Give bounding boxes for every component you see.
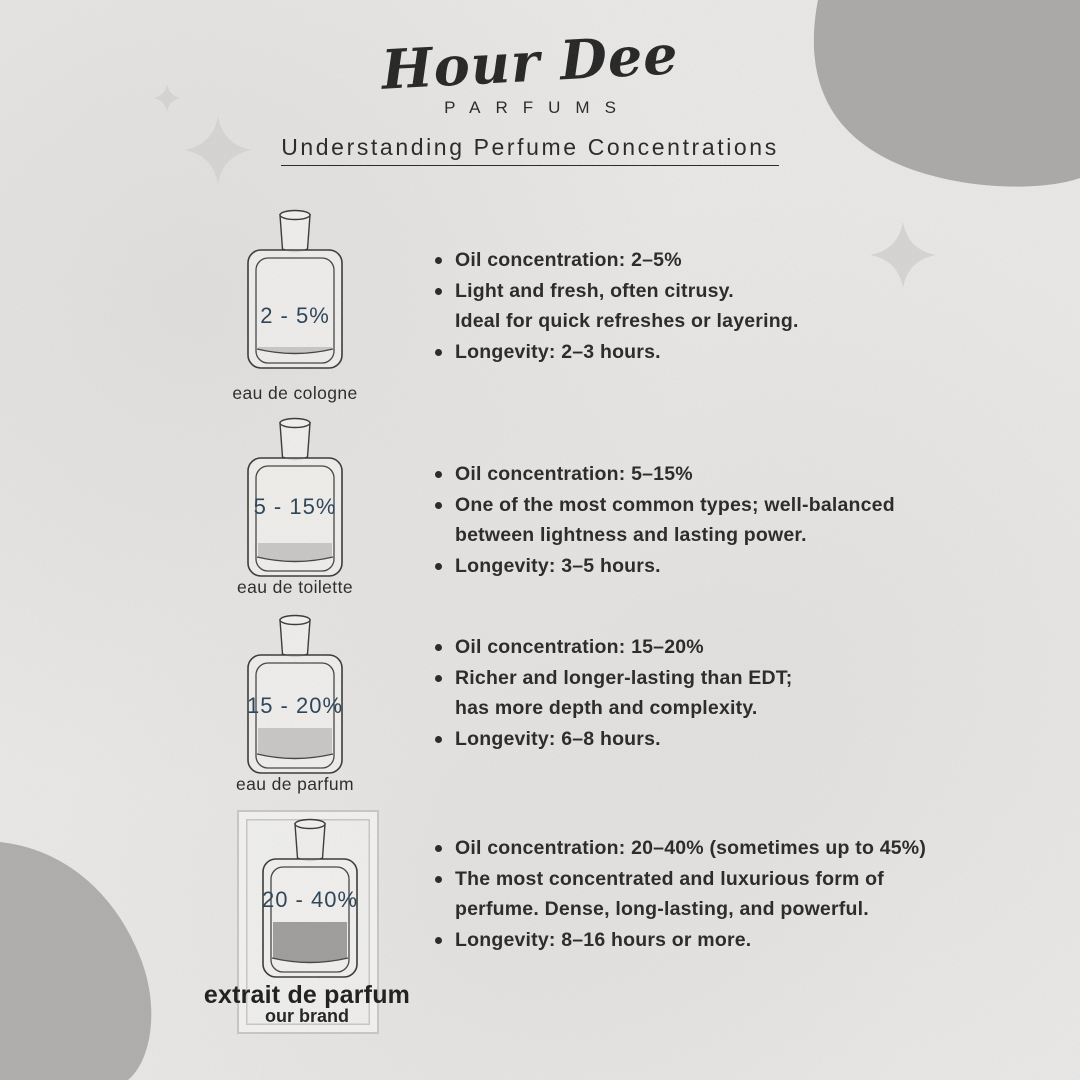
bullet-dot (432, 337, 455, 368)
bullet-text: Oil concentration: 5–15% (455, 463, 693, 485)
bullet-text: perfume. Dense, long-lasting, and powerful. (455, 898, 869, 920)
bullet-list-extrait-de-parfum (432, 833, 926, 955)
corner-blob-bottom-left (0, 842, 151, 1080)
list-item (432, 833, 926, 864)
page-title: Understanding Perfume Concentrations (281, 134, 779, 166)
list-item (432, 459, 895, 490)
bullet-text: Oil concentration: 20–40% (sometimes up to 45%) (455, 837, 927, 859)
bottle-svg-3 (255, 816, 365, 988)
bottle-cap-top (280, 211, 310, 220)
bullet-dot (432, 925, 455, 956)
list-item (432, 276, 799, 337)
bottle-label-extrait-de-parfum: extrait de parfum (203, 981, 411, 1009)
bullet-text: One of the most common types; well-balanced (455, 493, 895, 516)
bullet-text: Light and fresh, often citrusy. (455, 279, 734, 302)
bullet-text: Ideal for quick refreshes or layering. (455, 310, 799, 332)
bullet-text: Longevity: 2–3 hours. (455, 340, 661, 363)
bullet-dot (432, 551, 455, 582)
bottle-label-eau-de-toilette: eau de toilette (237, 577, 353, 597)
bullet-dot (432, 276, 455, 337)
bullet-dot (432, 490, 455, 551)
bottle-range-2: 15 - 20% (246, 693, 344, 718)
bottle-label-eau-de-parfum: eau de parfum (235, 774, 355, 794)
bottle-cap (280, 215, 310, 252)
bottle-eau-de-toilette (240, 415, 350, 587)
bullet-text: Longevity: 8–16 hours or more. (455, 928, 752, 951)
bullet-text: Longevity: 3–5 hours. (455, 554, 661, 577)
list-item (432, 864, 926, 925)
list-item (432, 337, 799, 368)
bullet-list-eau-de-cologne (432, 245, 799, 367)
bullet-text: has more depth and complexity. (455, 697, 758, 719)
bullet-list-eau-de-parfum (432, 632, 792, 754)
bullet-text: Oil concentration: 15–20% (455, 636, 704, 658)
brand-subtitle: PARFUMS (444, 98, 631, 117)
bullet-text: Oil concentration: 2–5% (455, 249, 682, 271)
bullet-dot (432, 459, 455, 490)
bullet-dot (432, 245, 455, 276)
bottle-eau-de-parfum (240, 612, 350, 784)
bottle-extrait-de-parfum (255, 816, 365, 988)
bottle-range-0: 2 - 5% (260, 303, 330, 328)
bullet-list-eau-de-toilette (432, 459, 895, 581)
bullet-text: The most concentrated and luxurious form of (455, 867, 884, 890)
bottle-range-1: 5 - 15% (253, 494, 337, 519)
bullet-dot (432, 663, 455, 724)
header (0, 0, 1060, 166)
our-brand-label: our brand (265, 1006, 349, 1026)
bottle-cap-top (280, 616, 310, 625)
bottle-svg-2 (240, 612, 350, 784)
bullet-text: between lightness and lasting power. (455, 524, 807, 546)
bottle-cap (295, 824, 325, 861)
bottle-label-eau-de-cologne: eau de cologne (232, 383, 358, 403)
list-item (432, 724, 792, 755)
list-item (432, 663, 792, 724)
list-item (432, 245, 799, 276)
bottle-cap-top (295, 820, 325, 829)
bullet-dot (432, 724, 455, 755)
bottle-cap-top (280, 419, 310, 428)
bottle-fill-3 (273, 922, 347, 963)
bullet-dot (432, 632, 455, 663)
title-wrap (0, 134, 1060, 166)
list-item (432, 490, 895, 551)
bottle-range-3: 20 - 40% (261, 887, 359, 912)
list-item (432, 632, 792, 663)
brand-logo: Hour Dee (379, 22, 681, 102)
bottle-svg-0 (240, 207, 350, 379)
bullet-dot (432, 833, 455, 864)
sparkle-icon (870, 222, 936, 288)
bullet-dot (432, 864, 455, 925)
bottle-eau-de-cologne (240, 207, 350, 379)
bottle-cap (280, 423, 310, 460)
bottle-cap (280, 620, 310, 657)
list-item (432, 925, 926, 956)
bullet-text: Longevity: 6–8 hours. (455, 727, 661, 750)
bullet-text: Richer and longer-lasting than EDT; (455, 666, 793, 689)
bottle-svg-1 (240, 415, 350, 587)
list-item (432, 551, 895, 582)
bottle-fill-2 (258, 728, 332, 759)
